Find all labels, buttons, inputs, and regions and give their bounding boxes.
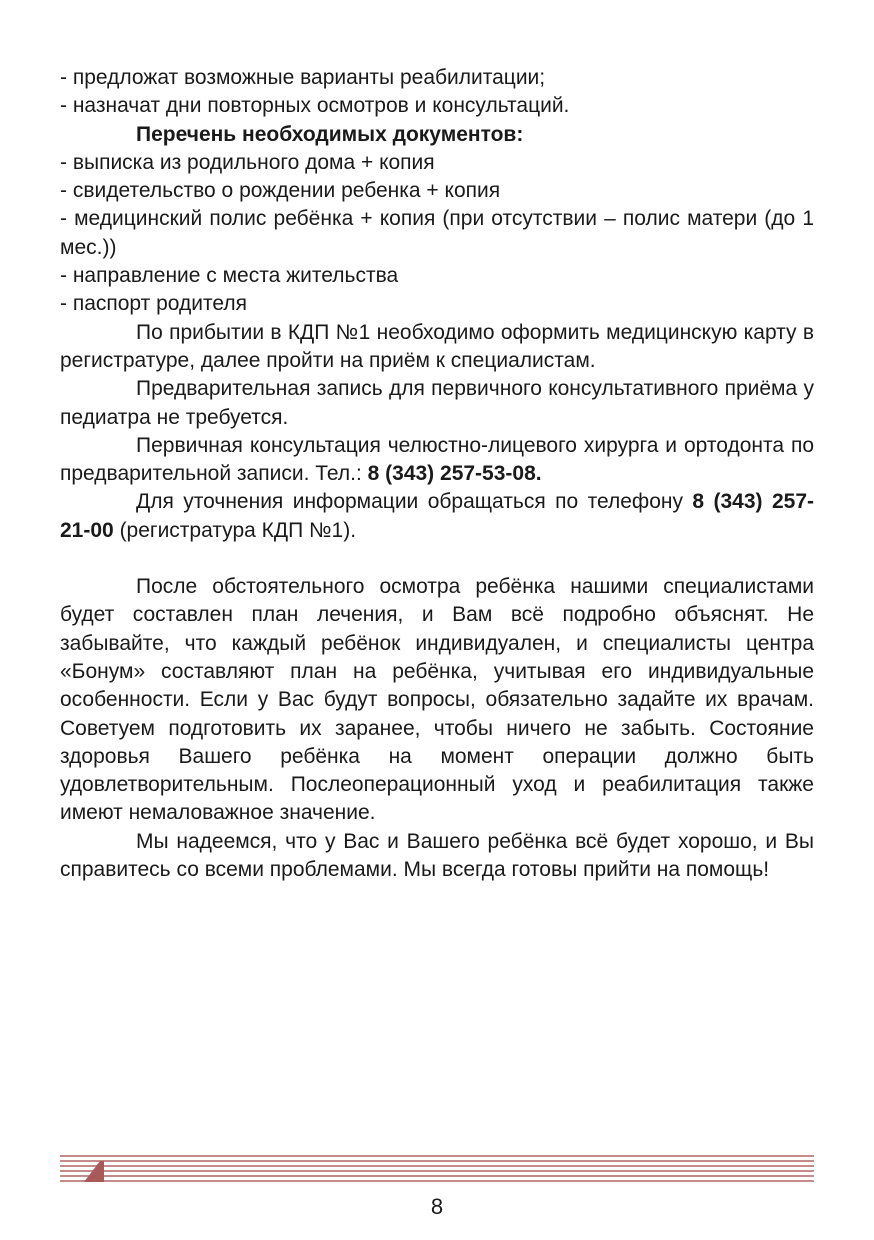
list-item: - назначат дни повторных осмотров и консультаций. [60,94,570,118]
document-item: - паспорт родителя [60,292,247,316]
list-item: - предложат возможные варианты реабилитации; [60,66,546,89]
after-exam-paragraph: После обстоятельного осмотра ребёнка нашими специалистами будет составлен план лечения, и Вам всё подробно объяснят. Не забывайте, что каждый ребёнок индивидуален, и специалисты центра «Бонум» составляют план на ребёнка, учитывая его индивидуальные особенности. Если у Вас будут вопросы, обязательно задайте их врачам. Советуем подготовить их заранее, чтобы ничего не забыть. Состояние здоровья Вашего ребёнка на момент операции должно быть удовлетворительным. Послеоперационный уход и реабилитация также имеют немаловажное значение. [60,575,814,825]
consultation-text: Первичная консультация челюстно-лицевого хирурга и ортодонта по предварительной записи. Тел.: [60,433,814,486]
page-body [60,64,814,884]
info-paragraph [60,488,814,545]
footer-stripe [60,1175,814,1177]
footer-stripe [60,1160,814,1162]
document-item: - свидетельство о рождении ребенка + копия [60,179,501,203]
document-item: - медицинский полис ребёнка + копия (при отсутствии – полис матери (до 1 мес.)) [60,207,814,259]
documents-heading: Перечень необходимых документов: [136,122,524,146]
footer-stripe [60,1170,814,1172]
consultation-phone: 8 (343) 257-53-08. [367,462,542,486]
page-number: 8 [430,1194,444,1219]
paragraph-gap [60,545,814,573]
footer-decorative-bar [60,1154,814,1182]
footer-stripes [60,1155,814,1182]
footer-stripe [60,1165,814,1167]
info-text: Для уточнения информации обращаться по телефону [136,490,683,514]
arrival-paragraph: По прибытии в КДП №1 необходимо оформить медицинскую карту в регистратуре, далее пройти на приём к специалистам. [60,320,814,372]
footer-stripe [60,1180,814,1182]
consultation-paragraph [60,432,814,489]
document-item: - выписка из родильного дома + копия [60,150,435,174]
preliminary-paragraph: Предварительная запись для первичного консультативного приёма у педиатра не требуется. [60,377,814,429]
closing-paragraph: Мы надеемся, что у Вас и Вашего ребёнка всё будет хорошо, и Вы справитесь со всеми проблемами. Мы всегда готовы прийти на помощь! [60,829,814,882]
footer-stripe [60,1155,814,1157]
document-item: - направление с места жительства [60,264,399,288]
info-phone: 8 (343) 257-21-00 [60,490,814,542]
info-tail: (регистратура КДП №1). [119,518,357,542]
